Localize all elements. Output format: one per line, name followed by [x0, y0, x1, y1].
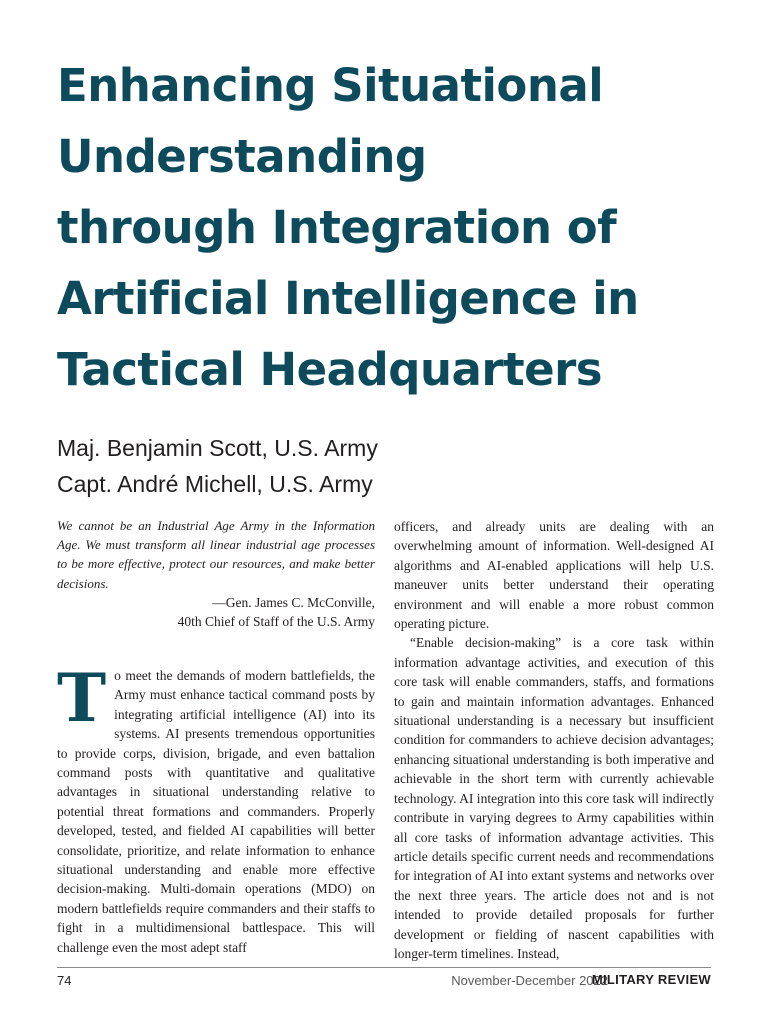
body-paragraph-3: “Enable decision-making” is a core task within information advantage activities, and execution of this core task will enable commanders, staffs, and formations to gain and maintain information advantages. Enhanced situational understanding is a necessary but insufficient condition for commanders to achieve decision advantages; enhancing situational understanding is both imperative and achievable in the short term with currently achievable technology. AI integration into this core task will indirectly contribute in varying degrees to Army capabilities within all core tasks of information advantage activities. This article details specific current needs and recommendations for integration of AI into extant systems and networks over the next three years. The article does not and is not intended to provide detailed proposals for further development or fielding of nascent capabilities with longer-term timelines. Instead, [394, 635, 714, 961]
author-list [57, 430, 378, 502]
journal-name: MILITARY REVIEW [591, 972, 711, 987]
page-number: 74 [57, 973, 72, 988]
body-paragraph-1: o meet the demands of modern battlefields, the Army must enhance tactical command posts by integrating artificial intelligence (AI) into its systems. AI presents tremendous opportunities to provide corps, division, brigade, and even battalion command posts with quantitative and qualitative advantages in situational understanding relative to potential threat formations and commanders. Properly developed, tested, and fielded AI capabilities will better consolidate, prioritize, and relate information to enhance situational understanding and enable more effective decision-making. Multi-domain operations (MDO) on modern battlefields require commanders and their staffs to fight in a multidimensional battlespace. This will challenge even the most adept staff [57, 668, 375, 955]
issue-date: November-December 2022 [451, 973, 608, 988]
attribution-name: —Gen. James C. McConville, [212, 594, 375, 610]
title-line: Tactical Headquarters [57, 343, 603, 396]
article-title [57, 50, 757, 405]
left-column [57, 516, 375, 955]
author-2: Capt. André Michell, U.S. Army [57, 471, 373, 497]
title-line: Enhancing Situational [57, 59, 604, 112]
title-line: Understanding [57, 130, 427, 183]
title-line: Artificial Intelligence in [57, 272, 639, 325]
author-1: Maj. Benjamin Scott, U.S. Army [57, 435, 378, 461]
body-opening [57, 659, 375, 957]
right-column [394, 517, 714, 963]
footer-divider [57, 967, 711, 968]
epigraph-attribution [57, 593, 375, 631]
body-paragraph-2: officers, and already units are dealing with an overwhelming amount of information. Well-designed AI algorithms and AI-enabled applications will help U.S. maneuver units better understand their operating environment and will enable a more robust common operating picture. [394, 519, 714, 632]
attribution-title: 40th Chief of Staff of the U.S. Army [177, 614, 375, 630]
title-line: through Integration of [57, 201, 617, 254]
drop-cap: T [57, 659, 107, 737]
epigraph-quote: We cannot be an Industrial Age Army in the Information Age. We must transform all linear industrial age processes to be more effective, protect our resources, and make better decisions. [57, 518, 375, 591]
